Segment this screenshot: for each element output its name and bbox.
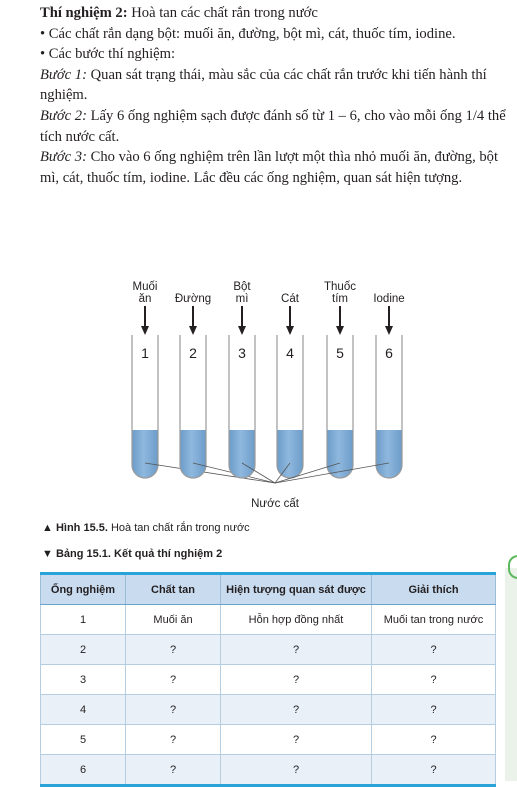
tube-liquid [180, 430, 206, 478]
results-table [40, 572, 496, 787]
step-1 [40, 65, 506, 106]
water-label: Nước cất [251, 498, 299, 510]
tube-liquid [376, 430, 402, 478]
tube-number: 1 [141, 345, 149, 361]
cell: ? [221, 695, 372, 725]
cell: Muối ăn [126, 605, 221, 635]
table-row [41, 605, 496, 635]
arrow-head-icon [385, 326, 393, 335]
header-solute: Chất tan [126, 574, 221, 605]
tube-label-line1: Bột [233, 281, 251, 293]
step-3 [40, 147, 506, 188]
cell: ? [126, 665, 221, 695]
tube-liquid [327, 430, 353, 478]
arrow-head-icon [238, 326, 246, 335]
caption-text: Hoà tan chất rắn trong nước [107, 522, 250, 534]
test-tubes-drawing [0, 278, 517, 518]
tube-label-line2: Cát [281, 293, 299, 305]
tube-label-line2: tím [332, 293, 348, 305]
heading [40, 3, 506, 24]
cell: 4 [41, 695, 126, 725]
cell: 5 [41, 725, 126, 755]
cell: ? [126, 635, 221, 665]
side-decoration [505, 568, 517, 781]
cell: 3 [41, 665, 126, 695]
cell: ? [126, 755, 221, 786]
cell: ? [221, 725, 372, 755]
cell: ? [372, 755, 496, 786]
tube-number: 3 [238, 345, 246, 361]
cell: ? [126, 695, 221, 725]
bullet-steps: • Các bước thí nghiệm: [40, 46, 176, 63]
figure-caption [42, 522, 250, 534]
arrow-head-icon [141, 326, 149, 335]
header-explanation: Giải thích [372, 574, 496, 605]
tube-label-line2: Đường [174, 293, 212, 305]
arrow-head-icon [336, 326, 344, 335]
bullet-materials: • Các chất rắn dạng bột: muối ăn, đường, bột mì, cát, thuốc tím, iodine. [40, 25, 456, 42]
cell: Hỗn hợp đồng nhất [221, 605, 372, 635]
cell: ? [372, 725, 496, 755]
cell: 1 [41, 605, 126, 635]
tube-label-line2: mì [235, 293, 249, 305]
step-2 [40, 106, 506, 147]
table-title-text: Bảng 15.1. Kết quả thí nghiệm 2 [55, 548, 223, 560]
table-header-row [41, 574, 496, 605]
tube-number: 4 [286, 345, 294, 361]
heading-bold: Thí nghiệm 2: [40, 5, 128, 21]
tube-number: 5 [336, 345, 344, 361]
caption-label: Hình 15.5. [55, 522, 108, 534]
table-row [41, 665, 496, 695]
tube-liquid [132, 430, 158, 478]
side-bracket-icon [508, 555, 517, 579]
cell: 6 [41, 755, 126, 786]
cell: ? [372, 635, 496, 665]
cell: ? [372, 695, 496, 725]
step-1-label: Bước 1: [40, 66, 87, 83]
body-text [40, 3, 506, 188]
tube-number: 2 [189, 345, 197, 361]
figure-test-tubes [0, 278, 517, 518]
heading-rest: Hoà tan các chất rắn trong nước [127, 5, 318, 21]
header-phenomenon: Hiện tượng quan sát được [221, 574, 372, 605]
table-row [41, 725, 496, 755]
tube-liquid [229, 430, 255, 478]
cell: ? [221, 665, 372, 695]
step-1-text: Quan sát trạng thái, màu sắc của các chất rắn trước khi tiến hành thí nghiệm. [40, 66, 487, 104]
table-row [41, 635, 496, 665]
tube-number: 6 [385, 345, 393, 361]
step-3-text: Cho vào 6 ống nghiệm trên lần lượt một thìa nhỏ muối ăn, đường, bột mì, cát, thuốc tím, iodine. Lắc đều các ống nghiệm, quan sát hiện tượng. [40, 149, 499, 186]
cell: ? [221, 755, 372, 786]
header-tube: Ống nghiệm [41, 574, 126, 605]
caption-triangle-icon: ▲ [42, 522, 53, 534]
arrow-head-icon [189, 326, 197, 335]
arrow-head-icon [286, 326, 294, 335]
tube-label-line2: Iodine [373, 293, 405, 305]
cell: ? [372, 665, 496, 695]
step-2-label: Bước 2: [40, 107, 87, 124]
step-3-label: Bước 3: [40, 149, 87, 166]
cell: ? [126, 725, 221, 755]
cell: Muối tan trong nước [372, 605, 496, 635]
table-title [42, 548, 222, 560]
table-title-triangle-icon: ▼ [42, 548, 53, 560]
cell: 2 [41, 635, 126, 665]
tube-label-line1: Muối [132, 281, 158, 293]
tube-liquid [277, 430, 303, 478]
step-2-text: Lấy 6 ống nghiệm sạch được đánh số từ 1 – 6, cho vào mỗi ống 1/4 thể tích nước cất. [40, 107, 506, 145]
tube-label-line2: ăn [138, 293, 152, 305]
cell: ? [221, 635, 372, 665]
table-row [41, 695, 496, 725]
tube-label-line1: Thuốc [324, 281, 356, 293]
